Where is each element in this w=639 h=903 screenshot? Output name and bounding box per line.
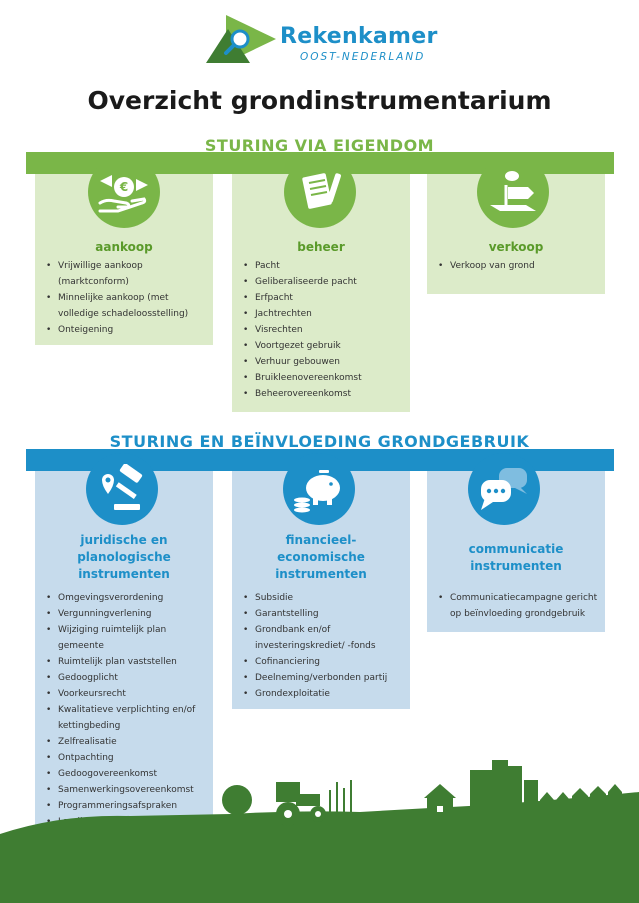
card-title-verkoop: verkoop [488,240,544,254]
card-title-line: juridische en [80,533,168,547]
document-pen-icon [284,156,356,228]
card-title-line: economische [277,550,365,564]
card-title-communicatie-instrumenten [427,541,605,575]
svg-text:€: € [119,180,129,194]
card-title-juridische-instrumenten [35,532,213,583]
list-item: • Erfpacht [241,290,406,306]
list-item: • Voorkeursrecht [44,686,209,702]
list-item: • Beheerovereenkomst [241,386,406,402]
card-title-line: instrumenten [275,567,367,581]
list-item: • Gedoogplicht [44,670,209,686]
list-financieel-instrumenten [241,590,406,702]
piggy-bank-icon [283,453,355,525]
landscape-illustration [0,752,639,903]
list-item: • Ontpachting [44,750,209,766]
list-item: • Minnelijke aankoop (met volledige schadeloosstelling) [44,290,209,322]
money-hand-icon [88,156,160,228]
logo-name: Rekenkamer [280,24,438,49]
list-item: • Verkoop van grond [436,258,601,274]
card-title-financieel-instrumenten [232,532,410,583]
list-item: • Verhuur gebouwen [241,354,406,370]
section-heading-eigendom: STURING VIA EIGENDOM [204,136,435,155]
card-title-line: instrumenten [470,559,562,573]
logo-subtitle: OOST-NEDERLAND [300,51,426,63]
list-aankoop [44,258,209,338]
card-title-line: financieel- [285,533,357,547]
list-item: • Geliberaliseerde pacht [241,274,406,290]
logo-mark-icon [206,15,276,63]
card-title-line: planologische [77,550,171,564]
card-title-line: communicatie [468,542,564,556]
page-title: Overzicht grondinstrumentarium [87,86,552,115]
list-item: • Jachtrechten [241,306,406,322]
list-item: • Grondbank en/of investeringskrediet/ -fonds [241,622,406,654]
list-beheer [241,258,406,402]
list-communicatie-instrumenten [436,590,601,622]
list-item: • Visrechten [241,322,406,338]
gavel-location-icon [86,453,158,525]
list-item: • Kwalitatieve verplichting en/of kettingbeding [44,702,209,734]
speech-bubbles-icon [468,453,540,525]
list-item: • Subsidie [241,590,406,606]
list-item: • Deelneming/verbonden partij [241,670,406,686]
list-item: • Onteigening [44,322,209,338]
list-item: • Cofinanciering [241,654,406,670]
list-item: • Samenwerkingsovereenkomst [44,782,209,798]
list-item: • Wijziging ruimtelijk plan gemeente [44,622,209,654]
list-item: • Voortgezet gebruik [241,338,406,354]
list-item: • Omgevingsverordening [44,590,209,606]
list-item: • Garantstelling [241,606,406,622]
list-item: • Communicatiecampagne gericht op beïnvloeding grondgebruik [436,590,601,622]
card-title-line: instrumenten [78,567,170,581]
list-item: • Programmeringsafspraken [44,798,209,814]
list-item: • Pacht [241,258,406,274]
list-item: • Grondexploitatie [241,686,406,702]
list-item: • Vrijwillige aankoop (marktconform) [44,258,209,290]
land-sale-icon [477,156,549,228]
section-heading-grondgebruik: STURING EN BEÏNVLOEDING GRONDGEBRUIK [109,432,530,451]
list-item: • Ruimtelijk plan vaststellen [44,654,209,670]
list-item: • Vergunningverlening [44,606,209,622]
list-item: • Zelfrealisatie [44,734,209,750]
card-title-beheer: beheer [297,240,345,254]
list-item: • Bruikleenovereenkomst [241,370,406,386]
card-title-aankoop: aankoop [95,240,153,254]
list-item: • Gedoogovereenkomst [44,766,209,782]
list-verkoop [436,258,601,274]
